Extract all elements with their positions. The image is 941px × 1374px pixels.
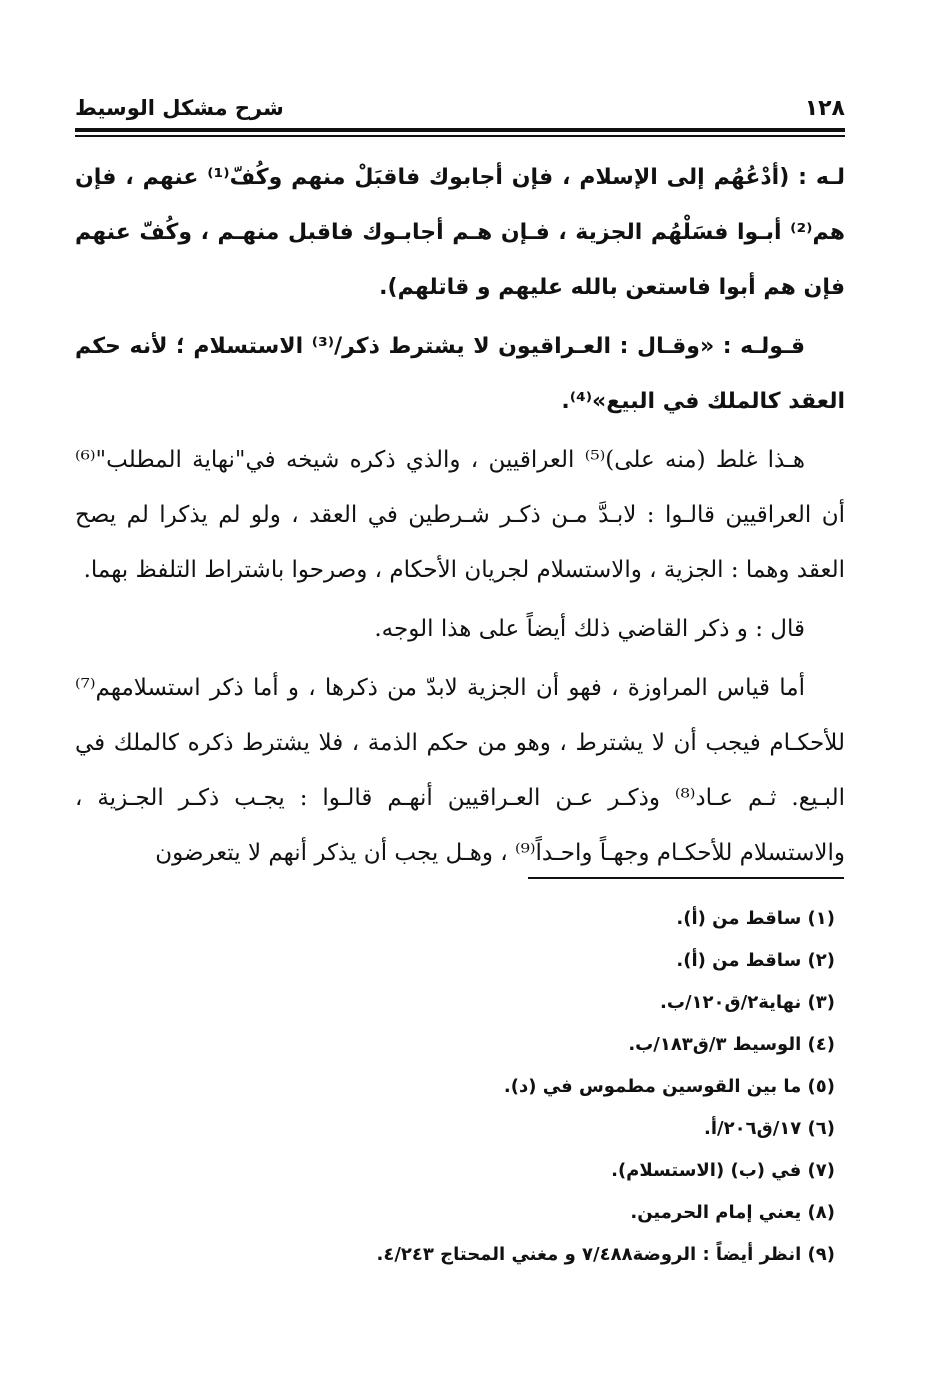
commentary-paragraph: هـذا غلط (منه على)⁽⁵⁾ العراقيين ، والذي ذكره شيخه في"نهاية المطلب"⁽⁶⁾ أن العراقيين قالـوا : لابـدَّ مـن ذكـر شـرطين في العقد ، ولو لم يذكرا لم يصح العقد وهما : الجزية ، والاستسلام لجريان الأحكام ، وصرحوا باشتراط التلفظ بهما.	[75, 447, 845, 583]
quote-paragraph: قـولـه : «وقـال : العـراقيون لا يشترط ذكر/⁽³⁾ الاستسلام ؛ لأنه حكم العقد كالملك في البيع»⁽⁴⁾.	[75, 334, 845, 414]
footnote-item: (٧) في (ب) (الاستسلام).	[611, 1160, 835, 1181]
main-text	[75, 150, 845, 885]
page-header	[75, 96, 845, 126]
commentary-paragraph: قال : و ذكر القاضي ذلك أيضاً على هذا الوجه.	[374, 616, 805, 642]
hadith-paragraph: لـه : (أدْعُهُم إلى الإسلام ، فإن أجابوك فاقبَلْ منهم وكُفّ⁽¹⁾ عنهم ، فإن هم⁽²⁾ أبـوا فسَلْهُم الجزية ، فـإن هـم أجابـوك فاقبل منهـم ، وكُفّ عنهم فإن هم أبوا فاستعن بالله عليهم و قاتلهم).	[75, 165, 845, 300]
header-rule-thick	[75, 128, 845, 132]
footnote-item: (٣) نهاية٢/ق١٢٠/ب.	[660, 992, 835, 1013]
footnote-separator	[528, 877, 844, 879]
footnote-item: (٦) ١٧/ق٢٠٦/أ.	[704, 1118, 835, 1139]
header-rule-thin	[75, 135, 845, 137]
footnote-item: (١) ساقط من (أ).	[676, 908, 835, 929]
commentary-paragraph: أما قياس المراوزة ، فهو أن الجزية لابدّ من ذكرها ، و أما ذكر استسلامهم⁽⁷⁾ للأحكـام فيجب أن لا يشترط ، وهو من حكم الذمة ، فلا يشترط ذكره كالملك في البـيع. ثـم عـاد⁽⁸⁾ وذكـر عـن العـراقيين أنهـم قالـوا : يجـب ذكـر الجـزية ، والاستسلام للأحكـام وجهـاً واحـداً⁽⁹⁾ ، وهـل يجب أن يذكر أنهم لا يتعرضون	[75, 675, 845, 866]
footnote-item: (٢) ساقط من (أ).	[676, 950, 835, 971]
running-title: شرح مشكل الوسيط	[75, 96, 284, 120]
footnote-item: (٩) انظر أيضاً : الروضة٧/٤٨٨ و مغني المحتاج ٤/٢٤٣.	[376, 1244, 835, 1265]
footnote-item: (٨) يعني إمام الحرمين.	[630, 1202, 835, 1223]
page-number: ١٢٨	[804, 96, 845, 121]
footnote-item: (٥) ما بين القوسين مطموس في (د).	[503, 1076, 835, 1097]
footnote-item: (٤) الوسيط ٣/ق١٨٣/ب.	[628, 1034, 835, 1055]
footnotes	[75, 898, 835, 1276]
